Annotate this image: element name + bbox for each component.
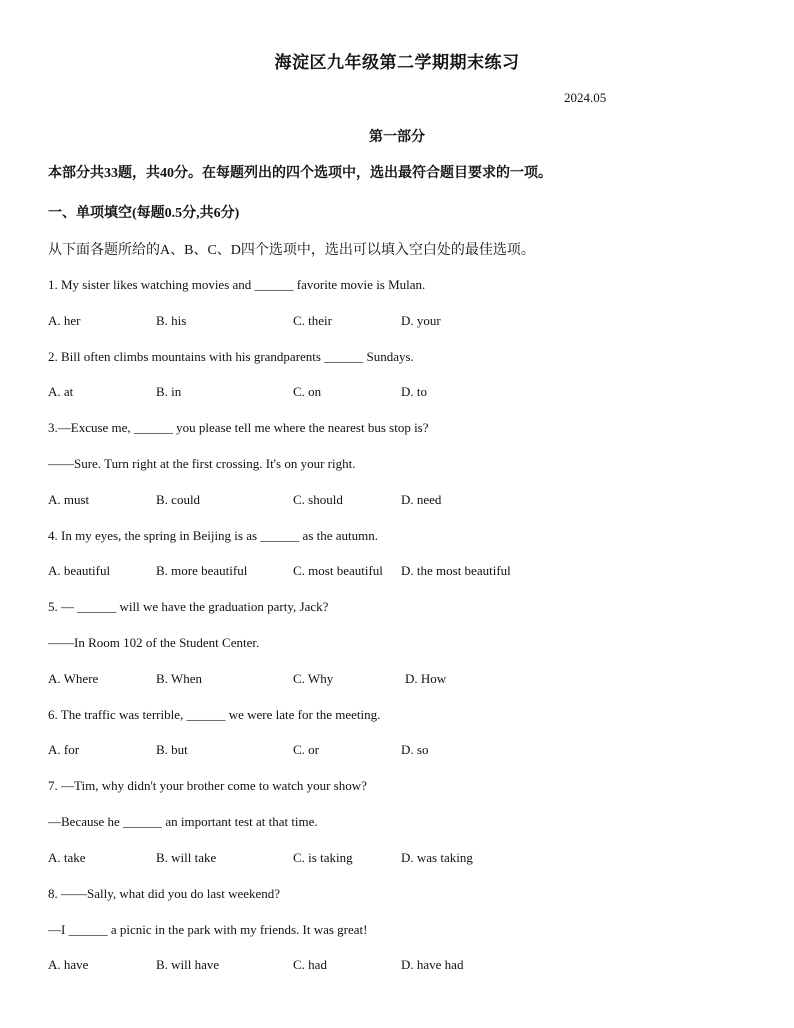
option-c: C. Why [293,671,334,686]
option-b: B. will take [156,850,217,865]
question-response: —Because he ______ an important test at that time. [48,814,318,829]
option-b: B. in [156,384,182,399]
option-c: C. is taking [293,850,353,865]
part-instruction: 本部分共33题，共40分。在每题列出的四个选项中，选出最符合题目要求的一项。 [48,166,552,181]
question-text: 5. — ______ will we have the graduation party, Jack? [48,599,329,614]
question-text: 1. My sister likes watching movies and ______ favorite movie is Mulan. [48,277,426,292]
option-d: D. the most beautiful [401,563,511,578]
option-a: A. must [48,492,90,507]
option-d: D. How [405,671,447,686]
option-d: D. was taking [401,850,473,865]
option-d: D. have had [401,957,464,972]
option-b: B. will have [156,957,220,972]
option-b: B. more beautiful [156,563,248,578]
option-c: C. had [293,957,327,972]
question-response: —I ______ a picnic in the park with my friends. It was great! [48,922,368,937]
option-row [48,492,748,510]
option-row [48,384,748,402]
option-b: B. his [156,313,187,328]
question-text: 3.—Excuse me, ______ you please tell me where the nearest bus stop is? [48,420,429,435]
question-text: 6. The traffic was terrible, ______ we were late for the meeting. [48,707,381,722]
subsection-instruction: 从下面各题所给的A、B、C、D四个选项中，选出可以填入空白处的最佳选项。 [48,243,535,258]
section-title: 第一部分 [369,130,425,145]
option-d: D. need [401,492,442,507]
option-row [48,563,748,581]
option-row [48,850,748,868]
option-row [48,742,748,760]
option-a: A. have [48,957,89,972]
question-text: 7. —Tim, why didn't your brother come to watch your show? [48,778,367,793]
option-a: A. Where [48,671,99,686]
question-response: ——Sure. Turn right at the first crossing. It's on your right. [48,456,356,471]
question-text: 8. ——Sally, what did you do last weekend? [48,886,281,901]
option-d: D. your [401,313,441,328]
subsection-heading: 一、单项填空(每题0.5分,共6分) [48,206,240,221]
option-c: C. most beautiful [293,563,383,578]
option-row [48,957,748,975]
option-a: A. for [48,742,80,757]
option-d: D. to [401,384,427,399]
option-c: C. or [293,742,319,757]
option-a: A. at [48,384,74,399]
option-c: C. should [293,492,343,507]
option-c: C. their [293,313,332,328]
option-b: B. but [156,742,188,757]
exam-date: 2024.05 [564,90,607,105]
option-a: A. beautiful [48,563,111,578]
question-response: ——In Room 102 of the Student Center. [48,635,260,650]
option-a: A. her [48,313,81,328]
option-d: D. so [401,742,429,757]
option-b: B. could [156,492,201,507]
question-text: 2. Bill often climbs mountains with his grandparents ______ Sundays. [48,349,414,364]
option-c: C. on [293,384,322,399]
option-row [48,671,748,689]
option-a: A. take [48,850,86,865]
question-text: 4. In my eyes, the spring in Beijing is as ______ as the autumn. [48,528,379,543]
option-b: B. When [156,671,202,686]
option-row [48,313,748,331]
exam-title: 海淀区九年级第二学期期末练习 [274,53,520,72]
